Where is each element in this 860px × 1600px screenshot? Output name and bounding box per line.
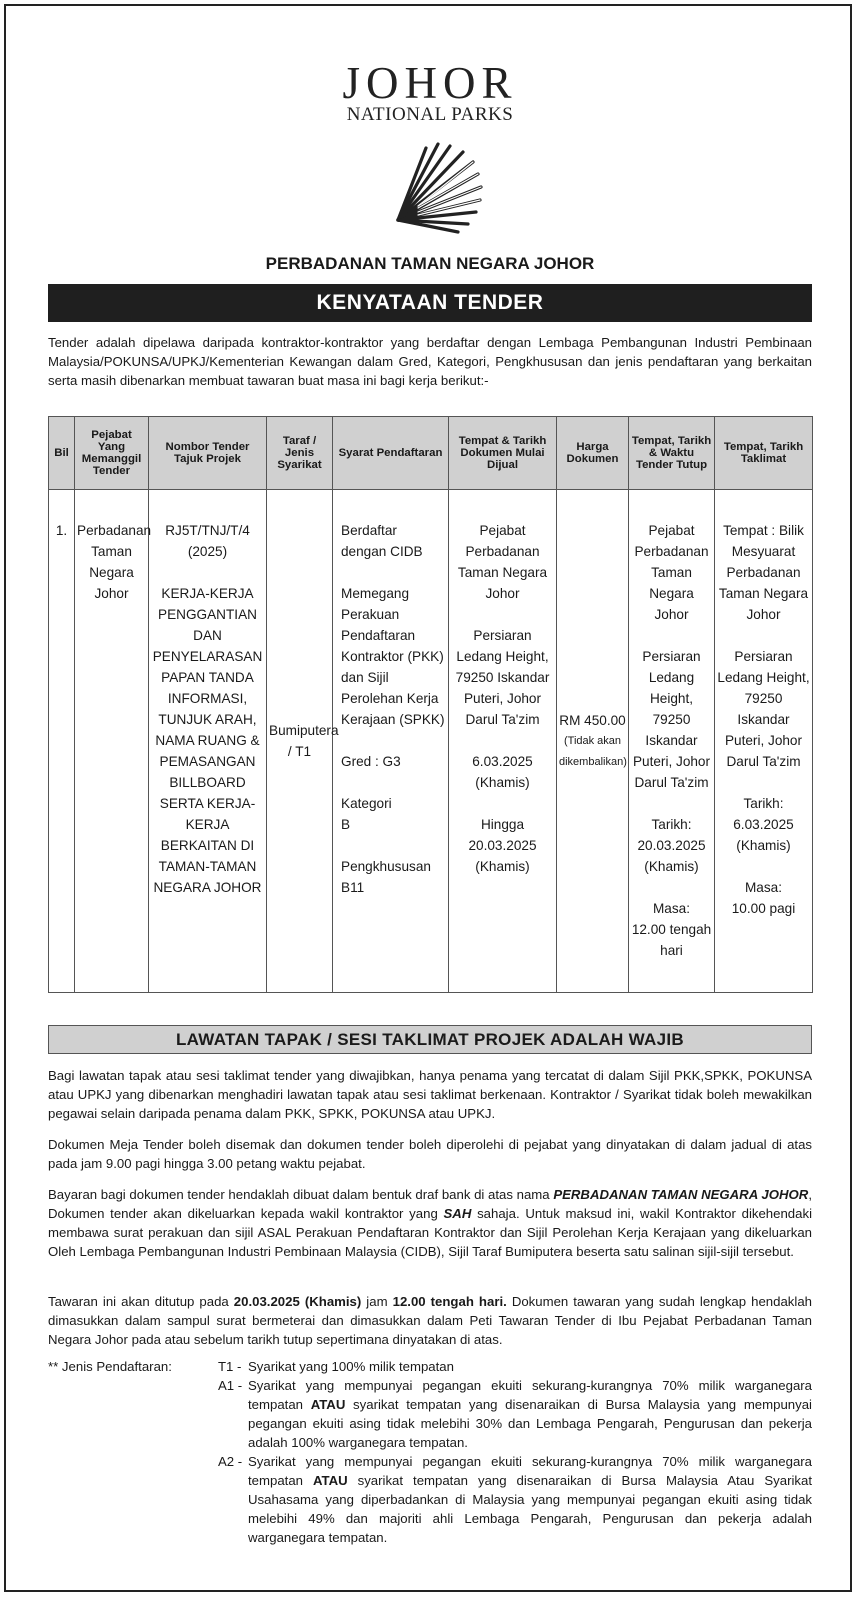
organization-name: PERBADANAN TAMAN NEGARA JOHOR [265, 254, 595, 273]
header-taklimat: Tempat, Tarikh Taklimat [715, 417, 813, 490]
cell-pejabat: Perbadanan Taman Negara Johor [75, 490, 149, 993]
header-taraf: Taraf / Jenis Syarikat [267, 417, 333, 490]
type-description [248, 1452, 812, 1547]
tutup-date-label: Tarikh: [651, 817, 692, 832]
sah-emphasis: SAH [443, 1206, 472, 1221]
intro-paragraph: Tender adalah dipelawa daripada kontraktor-kontraktor yang berdaftar dengan Lembaga Pembangunan Industri Pembinaan Malaysia/POKUNSA/UPKJ/Kementerian Kewangan dalam Gred, Kategori, Pengkhususan dan jenis pendaftaran yang berkaitan serta masih dibenarkan membuat tawaran buat masa ini bagi kerja berikut:- [48, 335, 812, 388]
document-viewing-paragraph: Dokumen Meja Tender boleh disemak dan dokumen tender boleh diperolehi di pejabat yang dinyatakan di dalam jadual di atas pada jam 9.00 pagi hingga 3.00 petang waktu pejabat. [48, 1137, 812, 1171]
table-row [49, 490, 813, 993]
header-nombor: Nombor Tender Tajuk Projek [149, 417, 267, 490]
cell-tender [149, 490, 267, 993]
closing-time: 12.00 tengah hari. [392, 1294, 507, 1309]
tutup-office: Pejabat Perbadanan Taman Negara Johor [634, 523, 709, 622]
tender-number: RJ5T/TNJ/T/4 (2025) [165, 523, 250, 559]
header-tutup: Tempat, Tarikh & Waktu Tender Tutup [629, 417, 715, 490]
logo [330, 58, 530, 126]
taklimat-address: Persiaran Ledang Height, 79250 Iskandar Puteri, Johor Darul Ta'zim [717, 649, 810, 769]
tutup-time-label: Masa: [652, 901, 691, 916]
syarat-gred: Gred : G3 [341, 754, 401, 769]
taklimat-date-label: Tarikh: [743, 796, 784, 811]
type-text: syarikat tempatan yang disenaraikan di Bursa Malaysia Atau Syarikat Usahasama yang diperbadankan di Malaysia yang mempunyai pegangan ekuiti asing tidak melebihi 49% dan majoriti ahli Lembaga Pengarah, Pengurusan dan pekerja adalah warganegara tempatan. [248, 1473, 812, 1545]
palm-emblem-icon [378, 132, 488, 242]
type-description [248, 1376, 812, 1452]
header-pejabat: Pejabat Yang Memanggil Tender [75, 417, 149, 490]
cell-bil: 1. [49, 490, 75, 993]
closing-text-1: Tawaran ini akan ditutup pada [48, 1294, 234, 1309]
syarat-kategori-value: B [341, 817, 351, 832]
payee-name: PERBADANAN TAMAN NEGARA JOHOR [553, 1187, 809, 1202]
type-code: T1 - [218, 1359, 242, 1374]
cell-syarat [333, 490, 449, 993]
closing-date: 20.03.2025 (Khamis) [233, 1294, 362, 1309]
dijual-start-date: 6.03.2025 [472, 754, 533, 769]
tutup-address: Persiaran Ledang Height, 79250 Iskandar Puteri, Johor Darul Ta'zim [632, 649, 711, 790]
type-text: syarikat tempatan yang disenaraikan di Bursa Malaysia yang mempunyai pegangan ekuiti asing tidak melebihi 30% dan Lembaga Pengarah, Pengurusan dan pekerja adalah 100% warganegara tempatan. [248, 1397, 812, 1450]
syarat-kategori-label: Kategori [341, 796, 392, 811]
taklimat-time: 10.00 pagi [731, 901, 796, 916]
type-code: A2 - [218, 1454, 243, 1469]
header-dijual: Tempat & Tarikh Dokumen Mulai Dijual [449, 417, 557, 490]
closing-text-3: Dokumen tawaran yang sudah lengkap hendaklah dimasukkan dalam sampul surat bermeterai dan dimasukkan dalam Peti Tawaran Tender di Ibu Pejabat Perbadanan Taman Negara Johor pada atau sebelum tarikh tutup sepertimana dinyatakan di atas. [48, 1294, 812, 1347]
project-title: KERJA-KERJA PENGGANTIAN DAN PENYELARASAN PAPAN TANDA INFORMASI, TUNJUK ARAH, NAMA RUANG & PEMASANGAN BILLBOARD SERTA KERJA-KERJA BERKAITAN DI TAMAN-TAMAN NEGARA JOHOR [152, 586, 263, 895]
site-visit-paragraph: Bagi lawatan tapak atau sesi taklimat tender yang diwajibkan, hanya penama yang tercatat di dalam Sijil PKK,SPKK, POKUNSA atau UPKJ yang dibenarkan menghadiri lawatan tapak atau sesi taklimat berkenaan. Kontraktor / Syarikat tidak boleh mewakilkan pegawai selain daripada penama dalam PKK, SPKK, POKUNSA atau UPKJ. [48, 1068, 812, 1121]
header-bil: Bil [49, 417, 75, 490]
dijual-until-label: Hingga [480, 817, 525, 832]
tutup-day: (Khamis) [644, 859, 699, 874]
tutup-date: 20.03.2025 [637, 838, 706, 853]
payment-text-1: Bayaran bagi dokumen tender hendaklah dibuat dalam bentuk draf bank di atas nama [48, 1187, 554, 1202]
registration-types-label: ** Jenis Pendaftaran: [48, 1359, 172, 1374]
notice-title-banner: KENYATAAN TENDER [48, 284, 812, 322]
header-harga: Harga Dokumen [557, 417, 629, 490]
mandatory-site-visit-bar: LAWATAN TAPAK / SESI TAKLIMAT PROJEK ADALAH WAJIB [48, 1025, 812, 1054]
closing-text-2: jam [361, 1294, 393, 1309]
cell-tutup [629, 490, 715, 993]
dijual-address: Persiaran Ledang Height, 79250 Iskandar Puteri, Johor Darul Ta'zim [455, 628, 550, 727]
document-price-note: (Tidak akan dikembalikan) [559, 734, 627, 768]
taklimat-date: 6.03.2025 [733, 817, 794, 832]
cell-taklimat [715, 490, 813, 993]
dijual-start-day: (Khamis) [475, 775, 530, 790]
table-header-row [49, 417, 813, 490]
document-price: RM 450.00 [559, 712, 626, 728]
syarat-pkk-spkk: Memegang Perakuan Pendaftaran Kontraktor (PKK) dan Sijil Perolehan Kerja Kerajaan (SPKK) [341, 586, 445, 727]
type-text: Syarikat yang mempunyai pegangan ekuiti sekurang-kurangnya 70% milik warganegara tempatan [248, 1454, 812, 1488]
dijual-end-date: 20.03.2025 [468, 838, 537, 853]
dijual-end-day: (Khamis) [475, 859, 530, 874]
payment-paragraph [48, 1185, 812, 1261]
cell-dijual [449, 490, 557, 993]
cell-harga [557, 490, 629, 993]
syarat-cidb: Berdaftar dengan CIDB [341, 523, 423, 559]
type-text: Syarikat yang mempunyai pegangan ekuiti sekurang-kurangnya 70% milik warganegara tempatan [248, 1378, 812, 1412]
cell-taraf: Bumiputera / T1 [267, 490, 333, 993]
payment-text-2: , Dokumen tender akan dikeluarkan kepada wakil kontraktor yang [48, 1187, 812, 1221]
payment-text-3: sahaja. Untuk maksud ini, wakil Kontraktor dikehendaki membawa surat perakuan dan sijil ASAL Perakuan Pendaftaran Kontraktor dan Sijil Perolehan Kerja Kerajaan yang dikeluarkan Oleh Lembaga Pembangunan Industri Pembinaan Malaysia (CIDB), Sijil Taraf Bumiputera beserta satu salinan sijil-sijil tersebut. [48, 1206, 812, 1259]
taklimat-day: (Khamis) [736, 838, 791, 853]
syarat-pengkhususan-label: Pengkhususan [341, 859, 431, 874]
taklimat-venue: Tempat : Bilik Mesyuarat Perbadanan Taman Negara Johor [718, 523, 809, 622]
logo-subtitle: NATIONAL PARKS [346, 104, 514, 125]
taklimat-time-label: Masa: [744, 880, 783, 895]
header-syarat: Syarat Pendaftaran [333, 417, 449, 490]
atau-emphasis: ATAU [312, 1473, 348, 1488]
tutup-time: 12.00 tengah hari [631, 922, 712, 958]
atau-emphasis: ATAU [310, 1397, 346, 1412]
type-description: Syarikat yang 100% milik tempatan [248, 1359, 454, 1374]
type-code: A1 - [218, 1378, 243, 1393]
dijual-office: Pejabat Perbadanan Taman Negara Johor [457, 523, 548, 601]
tender-table [48, 416, 813, 993]
syarat-pengkhususan-value: B11 [341, 880, 365, 895]
closing-paragraph [48, 1292, 812, 1349]
logo-title: JOHOR [342, 58, 518, 108]
